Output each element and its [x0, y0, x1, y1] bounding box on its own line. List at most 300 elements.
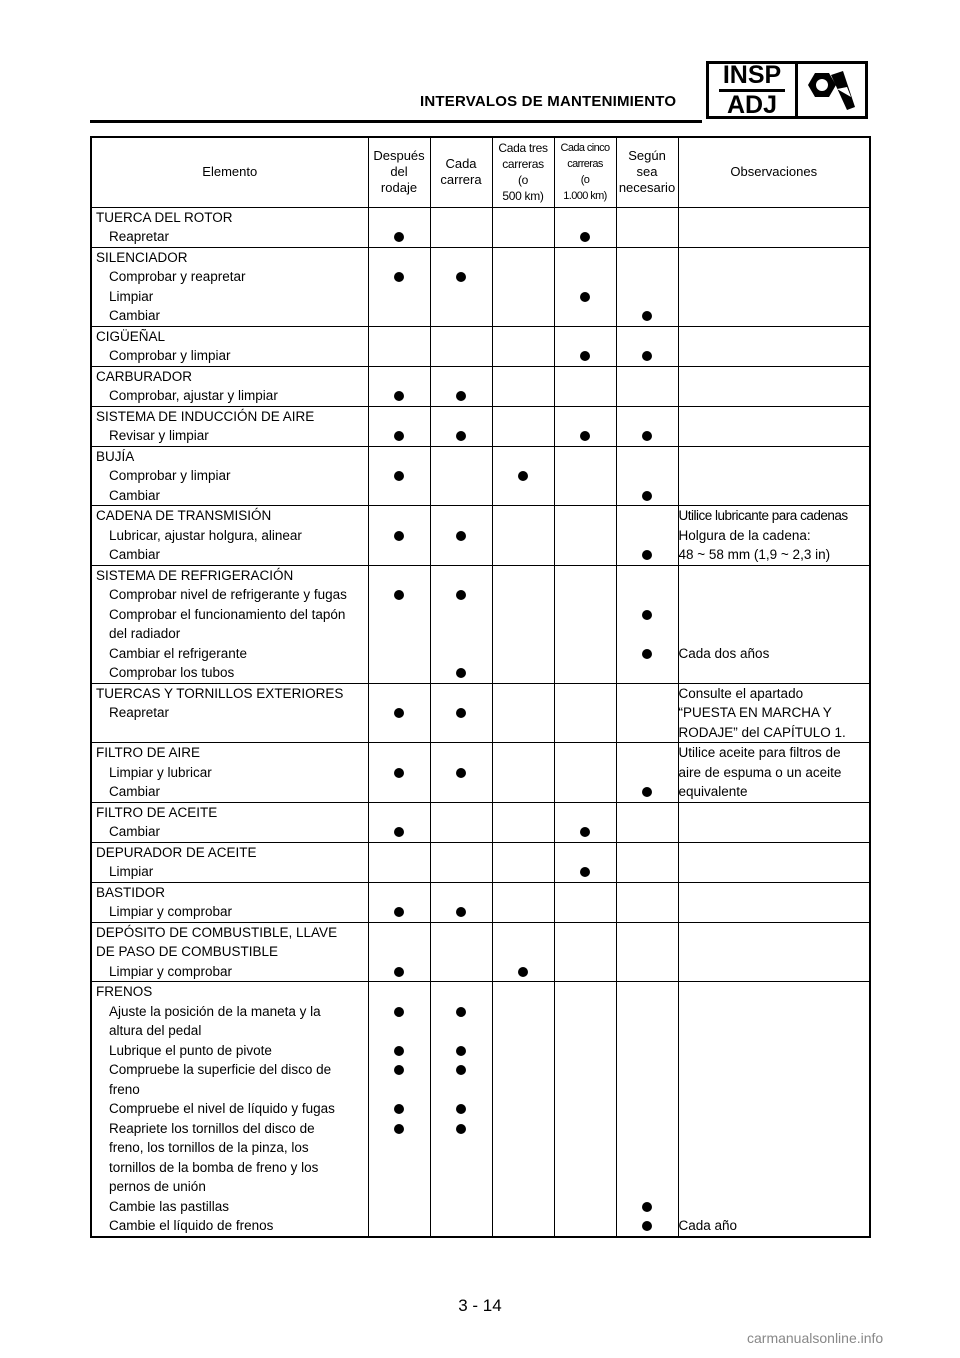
group-title: TUERCA DEL ROTOR — [96, 209, 233, 225]
spacer — [369, 506, 430, 526]
spacer — [431, 902, 492, 922]
spacer — [493, 982, 554, 1002]
element-cell — [91, 366, 368, 406]
spacer — [493, 942, 554, 962]
spacer — [493, 526, 554, 546]
item-label: Compruebe el nivel de líquido y fugas — [109, 1101, 335, 1116]
header-every-three-races — [492, 137, 554, 207]
spacer — [493, 1138, 554, 1158]
spacer — [617, 1216, 678, 1236]
spacer — [369, 703, 430, 723]
table-row — [91, 882, 870, 922]
spacer — [555, 506, 616, 526]
spacer — [555, 803, 616, 823]
item-label: tornillos de la bomba de freno y los — [109, 1159, 319, 1175]
spacer — [369, 1216, 430, 1236]
header-line: 500 km) — [502, 189, 544, 204]
spacer — [555, 1138, 616, 1158]
spacer — [431, 426, 492, 446]
spacer — [431, 1177, 492, 1197]
interval-cell — [492, 207, 554, 247]
check-dot-icon — [456, 531, 466, 541]
spacer — [369, 684, 430, 704]
header-line: necesario — [618, 180, 676, 196]
spacer — [431, 248, 492, 268]
spacer — [679, 287, 870, 307]
interval-cell — [554, 326, 616, 366]
element-cell — [91, 683, 368, 743]
spacer — [369, 942, 430, 962]
element-cell — [91, 207, 368, 247]
check-dot-icon — [642, 787, 652, 797]
spacer — [617, 545, 678, 565]
check-dot-icon — [456, 1007, 466, 1017]
group-title: SISTEMA DE REFRIGERACIÓN — [96, 567, 294, 583]
spacer — [493, 803, 554, 823]
badge-line-adj: ADJ — [726, 90, 777, 119]
spacer — [431, 684, 492, 704]
spacer — [369, 306, 430, 326]
spacer — [431, 1158, 492, 1178]
interval-cell — [554, 446, 616, 506]
table-row — [91, 247, 870, 326]
spacer — [555, 624, 616, 644]
spacer — [431, 545, 492, 565]
spacer — [431, 1041, 492, 1061]
spacer — [679, 902, 870, 922]
spacer — [555, 644, 616, 664]
spacer — [617, 605, 678, 625]
spacer — [431, 526, 492, 546]
interval-cell — [492, 506, 554, 566]
header-line: (o — [580, 174, 590, 187]
spacer — [555, 367, 616, 387]
note-text: Cada dos años — [678, 645, 770, 661]
spacer — [369, 962, 430, 982]
note-text: Utilice lubricante para cadenas — [678, 508, 848, 523]
item-label: Comprobar nivel de refrigerante y fugas — [109, 587, 347, 602]
spacer — [555, 1021, 616, 1041]
check-dot-icon — [642, 351, 652, 361]
header-line: del — [390, 164, 408, 180]
table-header-row — [91, 137, 870, 207]
spacer — [369, 585, 430, 605]
spacer — [493, 545, 554, 565]
item-label: freno — [109, 1081, 140, 1097]
spacer — [617, 1041, 678, 1061]
notes-cell — [678, 842, 870, 882]
maintenance-table — [90, 136, 871, 1238]
check-dot-icon — [456, 431, 466, 441]
spacer — [493, 306, 554, 326]
interval-cell — [554, 743, 616, 803]
spacer — [555, 1041, 616, 1061]
notes-cell — [678, 683, 870, 743]
spacer — [431, 624, 492, 644]
item-label: Comprobar y limpiar — [109, 348, 231, 363]
item-label: Lubricar, ajustar holgura, alinear — [109, 527, 302, 543]
spacer — [431, 585, 492, 605]
spacer — [431, 506, 492, 526]
spacer — [493, 1080, 554, 1100]
notes-cell — [678, 446, 870, 506]
spacer — [555, 942, 616, 962]
spacer — [555, 862, 616, 882]
interval-cell — [430, 207, 492, 247]
spacer — [493, 1158, 554, 1178]
spacer — [617, 346, 678, 366]
spacer — [617, 367, 678, 387]
group-title: BASTIDOR — [96, 884, 166, 900]
spacer — [369, 923, 430, 943]
interval-cell — [492, 743, 554, 803]
item-label: Ajuste la posición de la maneta y la — [109, 1003, 321, 1019]
spacer — [493, 1041, 554, 1061]
spacer — [493, 923, 554, 943]
spacer — [493, 1216, 554, 1236]
item-label: pernos de unión — [109, 1179, 206, 1194]
spacer — [493, 327, 554, 347]
spacer — [555, 566, 616, 586]
note-text: Holgura de la cadena: — [678, 527, 811, 543]
spacer — [679, 843, 870, 863]
item-label: Cambiar el refrigerante — [109, 645, 248, 661]
spacer — [369, 1119, 430, 1139]
check-dot-icon — [456, 1124, 466, 1134]
item-label: Reapretar — [109, 229, 170, 244]
spacer — [431, 227, 492, 247]
item-label: Comprobar el funcionamiento del tapón — [109, 606, 346, 622]
spacer — [555, 843, 616, 863]
item-label: Cambiar — [109, 308, 161, 323]
table-row — [91, 326, 870, 366]
spacer — [679, 227, 870, 247]
spacer — [431, 466, 492, 486]
spacer — [369, 346, 430, 366]
spacer — [679, 486, 870, 506]
spacer — [555, 585, 616, 605]
check-dot-icon — [394, 1065, 404, 1075]
element-cell — [91, 247, 368, 326]
spacer — [431, 644, 492, 664]
spacer — [431, 208, 492, 228]
spacer — [431, 1216, 492, 1236]
group-title: FRENOS — [96, 984, 153, 999]
check-dot-icon — [394, 471, 404, 481]
spacer — [369, 208, 430, 228]
spacer — [369, 287, 430, 307]
check-dot-icon — [456, 272, 466, 282]
spacer — [369, 545, 430, 565]
spacer — [555, 1177, 616, 1197]
watermark: carmanualsonline.info — [747, 1330, 884, 1346]
spacer — [617, 624, 678, 644]
item-label: Comprobar, ajustar y limpiar — [109, 388, 278, 403]
interval-cell — [616, 506, 678, 566]
interval-cell — [616, 446, 678, 506]
item-label: Reapriete los tornillos del disco de — [109, 1120, 315, 1136]
header-line: Después — [373, 148, 425, 164]
notes-cell — [678, 982, 870, 1237]
spacer — [555, 883, 616, 903]
spacer — [493, 763, 554, 783]
spacer — [617, 267, 678, 287]
check-dot-icon — [456, 1046, 466, 1056]
item-label: altura del pedal — [109, 1023, 202, 1038]
spacer — [369, 267, 430, 287]
spacer — [617, 426, 678, 446]
item-label: Lubrique el punto de pivote — [109, 1042, 272, 1058]
item-label: Limpiar y comprobar — [109, 963, 233, 979]
spacer — [555, 684, 616, 704]
spacer — [679, 605, 870, 625]
check-dot-icon — [394, 708, 404, 718]
group-title: TUERCAS Y TORNILLOS EXTERIORES — [96, 685, 344, 701]
spacer — [369, 407, 430, 427]
interval-cell — [368, 366, 430, 406]
spacer — [431, 883, 492, 903]
interval-cell — [368, 882, 430, 922]
note-text: equivalente — [678, 784, 748, 799]
note-text: Consulte el apartado — [678, 685, 804, 701]
interval-cell — [492, 882, 554, 922]
spacer — [679, 962, 870, 982]
spacer — [431, 982, 492, 1002]
spacer — [555, 545, 616, 565]
element-cell — [91, 802, 368, 842]
spacer — [617, 843, 678, 863]
spacer — [431, 346, 492, 366]
spacer — [369, 248, 430, 268]
interval-cell — [616, 565, 678, 683]
spacer — [679, 923, 870, 943]
check-dot-icon — [642, 431, 652, 441]
spacer — [493, 227, 554, 247]
interval-cell — [492, 922, 554, 982]
spacer — [369, 1197, 430, 1217]
item-label: Cambiar — [109, 784, 161, 799]
spacer — [679, 942, 870, 962]
interval-cell — [368, 446, 430, 506]
interval-cell — [492, 247, 554, 326]
interval-cell — [554, 882, 616, 922]
spacer — [555, 923, 616, 943]
spacer — [493, 585, 554, 605]
check-dot-icon — [456, 708, 466, 718]
spacer — [493, 644, 554, 664]
spacer — [555, 447, 616, 467]
header-element: Elemento — [91, 137, 368, 207]
header-notes: Observaciones — [678, 137, 870, 207]
table-row — [91, 683, 870, 743]
check-dot-icon — [642, 610, 652, 620]
spacer — [679, 822, 870, 842]
spacer — [431, 743, 492, 763]
spacer — [369, 982, 430, 1002]
spacer — [617, 227, 678, 247]
interval-cell — [616, 247, 678, 326]
spacer — [555, 426, 616, 446]
group-title: DEPURADOR DE ACEITE — [96, 844, 257, 860]
spacer — [555, 902, 616, 922]
spacer — [369, 822, 430, 842]
spacer — [555, 306, 616, 326]
table-row — [91, 842, 870, 882]
interval-cell — [430, 247, 492, 326]
interval-cell — [430, 743, 492, 803]
element-cell — [91, 743, 368, 803]
notes-cell — [678, 506, 870, 566]
notes-cell — [678, 207, 870, 247]
spacer — [555, 743, 616, 763]
interval-cell — [430, 326, 492, 366]
item-label: Cambiar — [109, 487, 161, 503]
interval-cell — [554, 207, 616, 247]
interval-cell — [430, 882, 492, 922]
header-line: rodaje — [380, 180, 418, 196]
group-title: SILENCIADOR — [96, 249, 188, 265]
spacer — [555, 1099, 616, 1119]
group-title: DEPÓSITO DE COMBUSTIBLE, LLAVE — [96, 924, 338, 940]
header-rule — [90, 120, 702, 123]
spacer — [493, 822, 554, 842]
spacer — [679, 1021, 870, 1041]
spacer — [431, 923, 492, 943]
table-row — [91, 506, 870, 566]
check-dot-icon — [642, 311, 652, 321]
badge-text — [709, 60, 798, 119]
spacer — [679, 862, 870, 882]
interval-cell — [492, 683, 554, 743]
interval-cell — [554, 922, 616, 982]
spacer — [617, 287, 678, 307]
check-dot-icon — [580, 867, 590, 877]
spacer — [493, 208, 554, 228]
check-dot-icon — [642, 491, 652, 501]
interval-cell — [616, 842, 678, 882]
spacer — [431, 1080, 492, 1100]
spacer — [617, 566, 678, 586]
page-title: INTERVALOS DE MANTENIMIENTO — [420, 93, 677, 110]
spacer — [493, 843, 554, 863]
check-dot-icon — [394, 431, 404, 441]
check-dot-icon — [642, 1221, 652, 1231]
header-line: carrera — [440, 172, 482, 188]
item-label: Cambie el líquido de frenos — [109, 1218, 274, 1233]
spacer — [431, 447, 492, 467]
table-row — [91, 366, 870, 406]
spacer — [493, 743, 554, 763]
check-dot-icon — [394, 1104, 404, 1114]
table-row — [91, 406, 870, 446]
spacer — [431, 267, 492, 287]
table-row — [91, 743, 870, 803]
interval-cell — [430, 446, 492, 506]
note-text: aire de espuma o un aceite — [678, 764, 842, 780]
check-dot-icon — [394, 1046, 404, 1056]
spacer — [493, 883, 554, 903]
spacer — [679, 663, 870, 683]
header-every-race — [430, 137, 492, 207]
spacer — [493, 267, 554, 287]
interval-cell — [368, 207, 430, 247]
spacer — [679, 566, 870, 586]
spacer — [493, 486, 554, 506]
spacer — [555, 1119, 616, 1139]
interval-cell — [554, 802, 616, 842]
interval-cell — [368, 842, 430, 882]
notes-cell — [678, 743, 870, 803]
spacer — [369, 486, 430, 506]
spacer — [617, 1080, 678, 1100]
spacer — [431, 306, 492, 326]
spacer — [369, 883, 430, 903]
interval-cell — [430, 683, 492, 743]
interval-cell — [492, 842, 554, 882]
spacer — [493, 566, 554, 586]
spacer — [369, 1138, 430, 1158]
spacer — [617, 407, 678, 427]
item-label: Comprobar y limpiar — [109, 468, 231, 483]
item-label: Revisar y limpiar — [109, 428, 209, 443]
interval-cell — [368, 326, 430, 366]
interval-cell — [430, 366, 492, 406]
interval-cell — [616, 802, 678, 842]
check-dot-icon — [394, 531, 404, 541]
group-title: FILTRO DE AIRE — [96, 745, 201, 760]
check-dot-icon — [394, 1007, 404, 1017]
interval-cell — [492, 326, 554, 366]
spacer — [431, 327, 492, 347]
spacer — [555, 346, 616, 366]
spacer — [555, 466, 616, 486]
spacer — [617, 942, 678, 962]
spacer — [617, 1060, 678, 1080]
spacer — [679, 306, 870, 326]
spacer — [679, 1080, 870, 1100]
wrench-nut-icon — [798, 64, 865, 116]
spacer — [369, 1099, 430, 1119]
spacer — [493, 1021, 554, 1041]
spacer — [493, 386, 554, 406]
spacer — [369, 1041, 430, 1061]
spacer — [493, 605, 554, 625]
interval-cell — [430, 565, 492, 683]
interval-cell — [554, 842, 616, 882]
spacer — [679, 1177, 870, 1197]
spacer — [493, 962, 554, 982]
spacer — [679, 407, 870, 427]
item-label: Reapretar — [109, 705, 170, 720]
check-dot-icon — [456, 768, 466, 778]
spacer — [679, 248, 870, 268]
spacer — [617, 1158, 678, 1178]
spacer — [431, 1197, 492, 1217]
interval-cell — [368, 982, 430, 1237]
interval-cell — [554, 247, 616, 326]
spacer — [369, 902, 430, 922]
spacer — [431, 1138, 492, 1158]
check-dot-icon — [456, 668, 466, 678]
interval-cell — [492, 565, 554, 683]
check-dot-icon — [394, 272, 404, 282]
spacer — [369, 803, 430, 823]
interval-cell — [368, 506, 430, 566]
spacer — [617, 763, 678, 783]
spacer — [493, 1177, 554, 1197]
interval-cell — [430, 982, 492, 1237]
spacer — [369, 763, 430, 783]
